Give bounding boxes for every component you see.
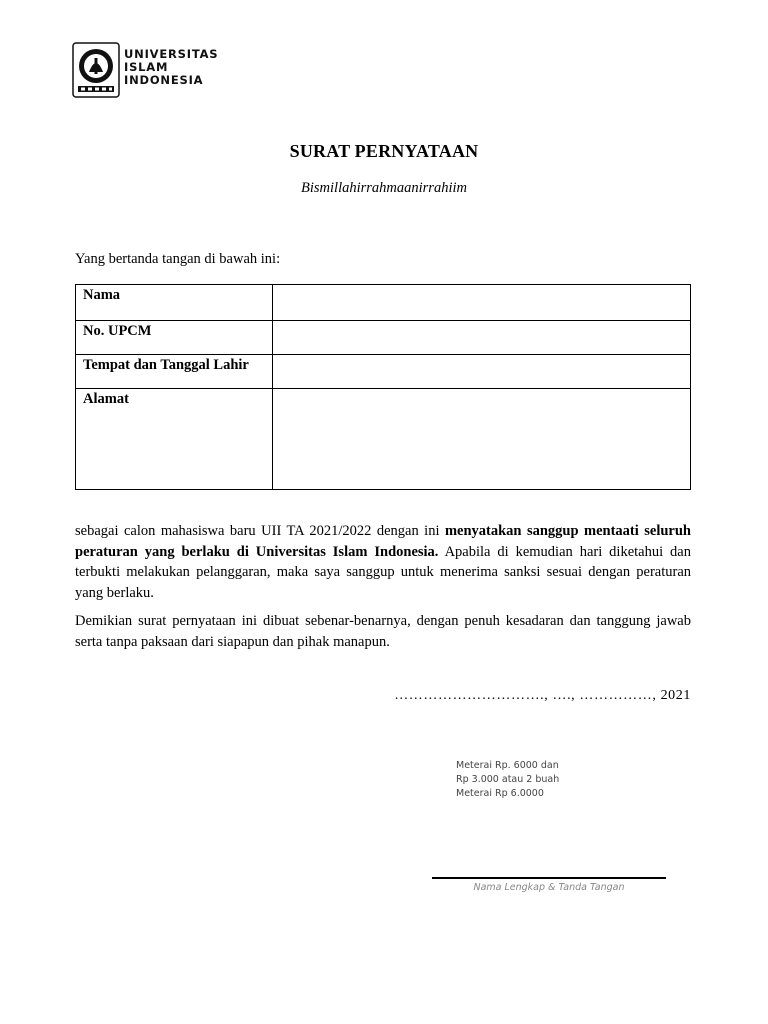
identity-table [75, 284, 691, 490]
field-value-alamat[interactable] [272, 389, 690, 489]
statement-paragraph [75, 521, 691, 603]
statement-bold: menyatakan sanggup mentaati seluruh peraturan yang berlaku di Universitas Islam Indonesia. [75, 523, 691, 560]
place-date-line: …………………………., …., ……………, 2021 [394, 688, 691, 703]
stamp-note-line-2: Rp 3.000 atau 2 buah [456, 774, 560, 785]
table-row-nama [76, 285, 690, 320]
field-value-nama[interactable] [272, 285, 690, 320]
logo-line-1: UNIVERSITAS [124, 47, 219, 61]
document-title: SURAT PERNYATAAN [289, 141, 479, 161]
table-row-ttl [76, 354, 690, 388]
intro-text: Yang bertanda tangan di bawah ini: [75, 251, 281, 267]
document-subtitle: Bismillahirrahmaanirrahiim [301, 180, 467, 196]
logo-line-2: ISLAM [124, 60, 169, 74]
logo-wordmark [124, 48, 218, 87]
stamp-duty-note [456, 759, 559, 801]
logo-line-3: INDONESIA [124, 73, 204, 87]
field-label: Tempat dan Tanggal Lahir [83, 357, 249, 373]
field-label: No. UPCM [83, 323, 152, 339]
field-label: Nama [83, 287, 121, 303]
table-row-alamat [76, 388, 690, 489]
statement-part-1: sebagai calon mahasiswa baru UII TA 2021/2022 dengan ini [75, 523, 445, 539]
statement-part-2: Apabila di kemudian hari diketahui dan terbukti melakukan pelanggaran, maka saya sanggup untuk menerima sanksi sesuai dengan peraturan yang berlaku. [75, 543, 691, 601]
field-label: Alamat [83, 391, 129, 407]
signature-caption: Nama Lengkap & Tanda Tangan [473, 882, 625, 893]
signature-line [432, 877, 666, 879]
closing-paragraph: Demikian surat pernyataan ini dibuat sebenar-benarnya, dengan penuh kesadaran dan tanggung jawab serta tanpa paksaan dari siapapun dan pihak manapun. [75, 613, 691, 650]
university-emblem-icon [72, 42, 120, 98]
field-value-ttl[interactable] [272, 355, 690, 388]
field-value-upcm[interactable] [272, 321, 690, 354]
university-logo [72, 42, 272, 98]
stamp-note-line-3: Meterai Rp 6.0000 [456, 788, 544, 799]
table-row-upcm [76, 320, 690, 354]
stamp-note-line-1: Meterai Rp. 6000 dan [456, 760, 559, 771]
